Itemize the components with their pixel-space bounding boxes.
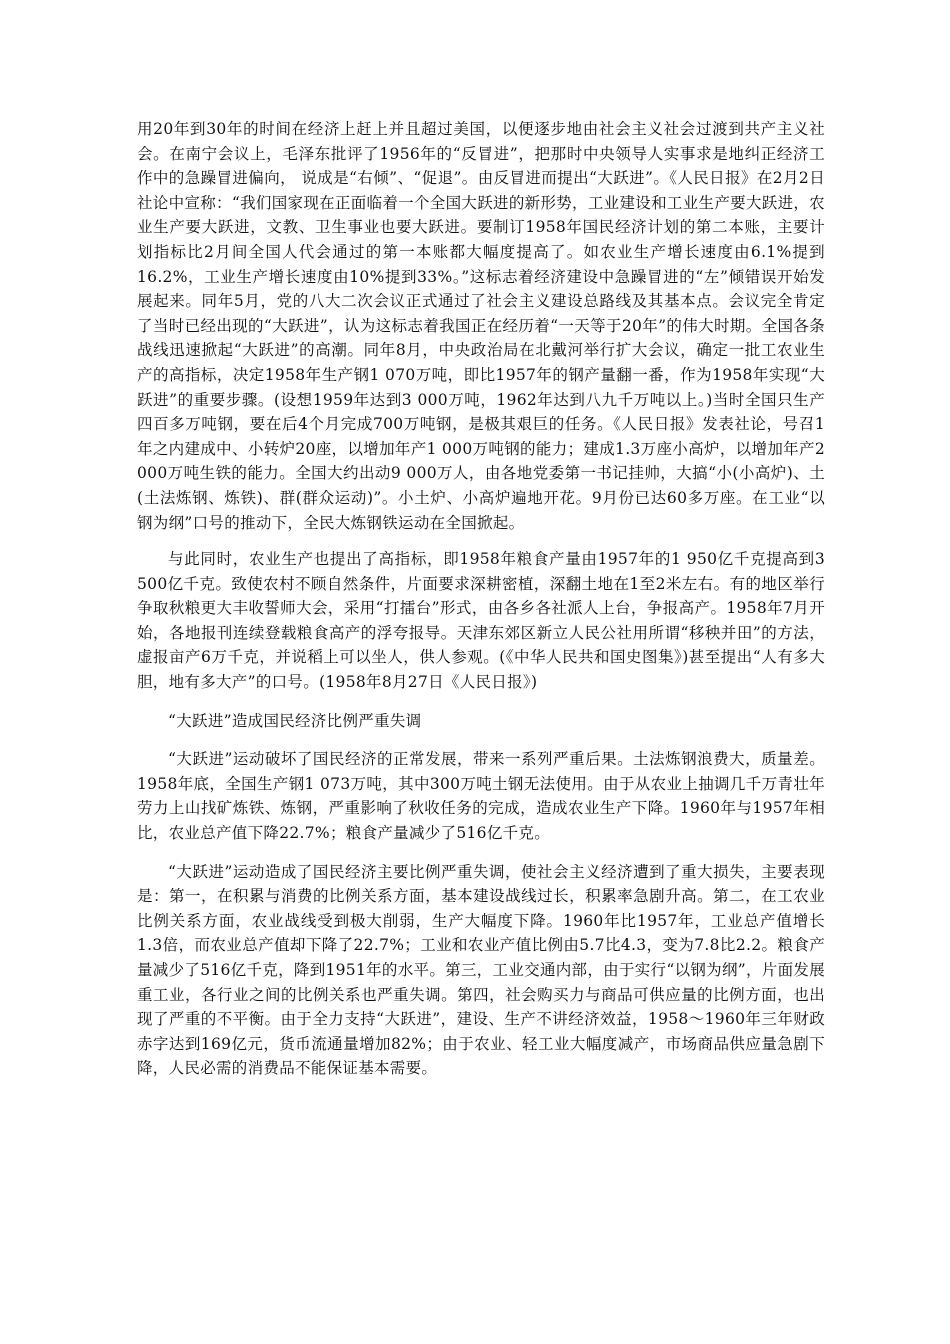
paragraph-great-leap-forward-origins: 用20年到30年的时间在经济上赶上并且超过美国，以便逐步地由社会主义社会过渡到共产主义社会。在南宁会议上，毛泽东批评了1956年的“反冒进”，把那时中央领导人实事求是地纠正经济工作中的急躁冒进偏向， 说成是“右倾”、“促退”。由反冒进而提出“大跃进”。《人民日报》在2月2日社论中宣称：“我们国家现在正面临着一个全国大跃进的新形势，工业建设和工业生产要大跃进，农业生产要大跃进，文教、卫生事业也要大跃进。要制订1958年国民经济计划的第二本账，主要计划指标比2月间全国人代会通过的第一本账都大幅度提高了。如农业生产增长速度由6.1%提到16.2%，工业生产增长速度由10%提到33%。”这标志着经济建设中急躁冒进的“左”倾错误开始发展起来。同年5月，党的八大二次会议正式通过了社会主义建设总路线及其基本点。会议完全肯定了当时已经出现的“大跃进”，认为这标志着我国正在经历着“一天等于20年”的伟大时期。全国各条战线迅速掀起“大跃进”的高潮。同年8月，中央政治局在北戴河举行扩大会议，确定一批工农业生产的高指标，决定1958年生产钢1 070万吨，即比1957年的钢产量翻一番，作为1958年实现“大跃进”的重要步骤。(设想1959年达到3 000万吨，1962年达到八九千万吨以上。)当时全国只生产四百多万吨钢，要在后4个月完成700万吨钢，是极其艰巨的任务。《人民日报》发表社论，号召1年之内建成中、小转炉20座，以增加年产1 000万吨钢的能力；建成1.3万座小高炉，以增加年产2 000万吨生铁的能力。全国大约出动9 000万人，由各地党委第一书记挂帅，大搞“小(小高炉)、土(土法炼钢、炼铁)、群(群众运动)”。小土炉、小高炉遍地开花。9月份已达60多万座。在工业“以钢为纲”口号的推动下，全民大炼钢铁运动在全国掀起。 (137, 120, 825, 532)
paragraph-consequences: “大跃进”运动破坏了国民经济的正常发展，带来一系列严重后果。土法炼钢浪费大，质量差。1958年底，全国生产钢1 073万吨，其中300万吨土钢无法使用。由于从农业上抽调几千万青壮年劳力上山找矿炼铁、炼钢，严重影响了秋收任务的完成，造成农业生产下降。1960年与1957年相比，农业总产值下降22.7%；粮食产量减少了516亿千克。 (137, 750, 825, 843)
document-page (137, 117, 825, 1081)
paragraph-proportion-imbalance: “大跃进”运动造成了国民经济主要比例严重失调，使社会主义经济遭到了重大损失，主要表现是：第一，在积累与消费的比例关系方面，基本建设战线过长，积累率急剧升高。第二，在工农业比例关系方面，农业战线受到极大削弱，生产大幅度下降。1960年比1957年，工业总产值增长1.3倍，而农业总产值却下降了22.7%；工业和农业产值比例由5.7比4.3，变为7.8比2.2。粮食产量减少了516亿千克，降到1951年的水平。第三，工业交通内部，由于实行“以钢为纲”，片面发展重工业，各行业之间的比例关系也严重失调。第四，社会购买力与商品可供应量的比例方面，也出现了严重的不平衡。由于全力支持“大跃进”，建设、生产不讲经济效益，1958～1960年三年财政赤字达到169亿元，货币流通量增加82%；由于农业、轻工业大幅度减产，市场商品供应量急剧下降，人民必需的消费品不能保证基本需要。 (137, 862, 825, 1078)
section-heading: “大跃进”造成国民经济比例严重失调 (168, 711, 422, 730)
paragraph-agriculture-targets: 与此同时，农业生产也提出了高指标，即1958年粮食产量由1957年的1 950亿千克提高到3 500亿千克。致使农村不顾自然条件，片面要求深耕密植，深翻土地在1至2米左右。有的地区举行争取秋粮更大丰收誓师大会，采用“打擂台”形式，由各乡各社派人上台，争报高产。1958年7月开始，各地报刊连续登载粮食高产的浮夸报导。天津东郊区新立人民公社用所谓“移秧并田”的方法，虚报亩产6万千克，并说稻上可以坐人，供人参观。(《中华人民共和国史图集》)甚至提出“人有多大胆，地有多大产”的口号。(1958年8月27日《人民日报》) (137, 550, 825, 692)
